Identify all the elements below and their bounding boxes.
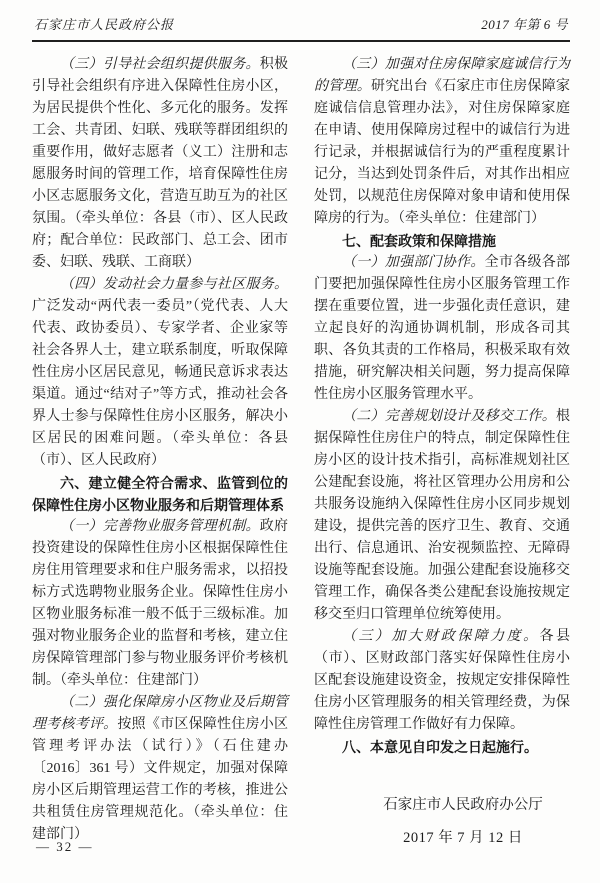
paragraph-body: 积极引导社会组织有序进入保障性住房小区，为居民提供个性化、多元化的服务。发挥工会、共青团、妇联、残联等群团组织的重要作用，做好志愿者（义工）注册和志愿服务时间的管理工作，培育保障性住房小区志愿服务文化，营造互助互为的社区氛围。（牵头单位：各县（市）、区人民政府；配合单位：民政部门、总工会、团市委、妇联、残联、工商联）	[32, 57, 289, 270]
paragraph-coordination	[314, 252, 570, 406]
signature-date: 2017 年 7 月 12 日	[403, 830, 523, 846]
paragraph-assessment	[32, 692, 288, 846]
section-heading-six: 六、建立健全符合需求、监管到位的保障性住房小区物业服务和后期管理体系	[32, 475, 288, 513]
left-column	[32, 54, 288, 849]
page-header	[32, 12, 570, 37]
paragraph-property-mgmt	[32, 516, 288, 692]
paragraph-finance	[314, 626, 570, 736]
paragraph-lead: （三）加强对住房保障家庭诚信行为的管理。	[314, 57, 570, 94]
section-heading-seven: 七、配套政策和保障措施	[342, 233, 496, 249]
paragraph-body: 各县（市）、区财政部门落实好保障性住房小区配套设施建设资金，按规定安排保障性住房小区管理服务的相关管理经费，为保障性住房管理工作做好有力保障。	[314, 629, 571, 732]
paragraph-lead: （二）强化保障房小区物业及后期管理考核考评。	[32, 695, 288, 732]
paragraph-lead: （一）完善物业服务管理机制。	[60, 519, 260, 534]
gazette-title: 石家庄市人民政府公报	[34, 17, 175, 32]
header-rule	[32, 40, 570, 42]
paragraph-lead: （四）发动社会力量参与社区服务。	[60, 277, 288, 292]
paragraph-body: 研究出台《石家庄市住房保障家庭诚信信息管理办法》，对住房保障家庭在申请、使用保障房过程中的诚信行为进行记录，并根据诚信行为的严重程度累计记分，当达到处罚条件后，对其作出相应处罚，以规范住房保障对象申请和使用保障房的行为。（牵头单位：住建部门）	[314, 79, 571, 226]
paragraph-lead: （三）加大财政保障力度。	[342, 629, 540, 644]
paragraph-social-org	[32, 54, 288, 274]
paragraph-body: 按照《市区保障性住房小区管理考评办法（试行）》（石住建办〔2016〕361 号）文件规定，加强对保障房小区后期管理运营工作的考核，推进公共租赁住房管理规范化。（牵头单位：住建部门）	[32, 717, 289, 842]
paragraph-lead: （一）加强部门协作。	[342, 255, 485, 270]
paragraph-body: 全市各级各部门要把加强保障性住房小区服务管理工作摆在重要位置，进一步强化责任意识，建立起良好的沟通协调机制，形成各司其职、各负其责的工作格局，积极采取有效措施，研究解决相关问题，努力提高保障性住房小区服务管理水平。	[314, 255, 571, 402]
two-column-body	[32, 54, 570, 849]
paragraph-planning	[314, 406, 570, 626]
page-number: — 32 —	[36, 839, 94, 854]
paragraph-body: 政府投资建设的保障性住房小区根据保障性住房住用管理要求和住户服务需求，以招投标方式选聘物业服务企业。保障性住房小区物业服务标准一般不低于三级标准。加强对物业服务企业的监督和考核，建立住房保障管理部门参与物业服务评价考核机制。（牵头单位：住建部门）	[32, 519, 289, 688]
signature-organization: 石家庄市人民政府办公厅	[383, 797, 543, 813]
paragraph-body: 广泛发动“两代表一委员”（党代表、人大代表、政协委员）、专家学者、企业家等社会各界人士，建立联系制度，听取保障性住房小区居民意见，畅通民意诉求表达渠道。通过“结对子”等方式，推动社会各界人士参与保障性住房小区服务，解决小区居民的困难问题。（牵头单位：各县（市）、区人民政府）	[32, 299, 288, 468]
right-column	[314, 54, 570, 849]
signature-block	[314, 794, 570, 849]
paragraph-social-force	[32, 274, 288, 472]
issue-number: 2017 年第 6 号	[481, 17, 568, 32]
paragraph-lead: （三）引导社会组织提供服务。	[60, 57, 260, 72]
section-heading-eight: 八、本意见自印发之日起施行。	[342, 739, 538, 755]
paragraph-body: 根据保障性住房住户的特点，制定保障性住房小区的设计技术指引，高标准规划社区公建配套设施，将社区管理办公用房和公共服务设施纳入保障性住房小区同步规划建设，提供完善的医疗卫生、教育、交通出行、信息通讯、治安视频监控、无障碍设施等配套设施。加强公建配套设施移交管理工作，确保各类公建配套设施按规定移交至归口管理单位统筹使用。	[314, 409, 570, 622]
paragraph-credit	[314, 54, 570, 230]
paragraph-lead: （二）完善规划设计及移交工作。	[342, 409, 556, 424]
